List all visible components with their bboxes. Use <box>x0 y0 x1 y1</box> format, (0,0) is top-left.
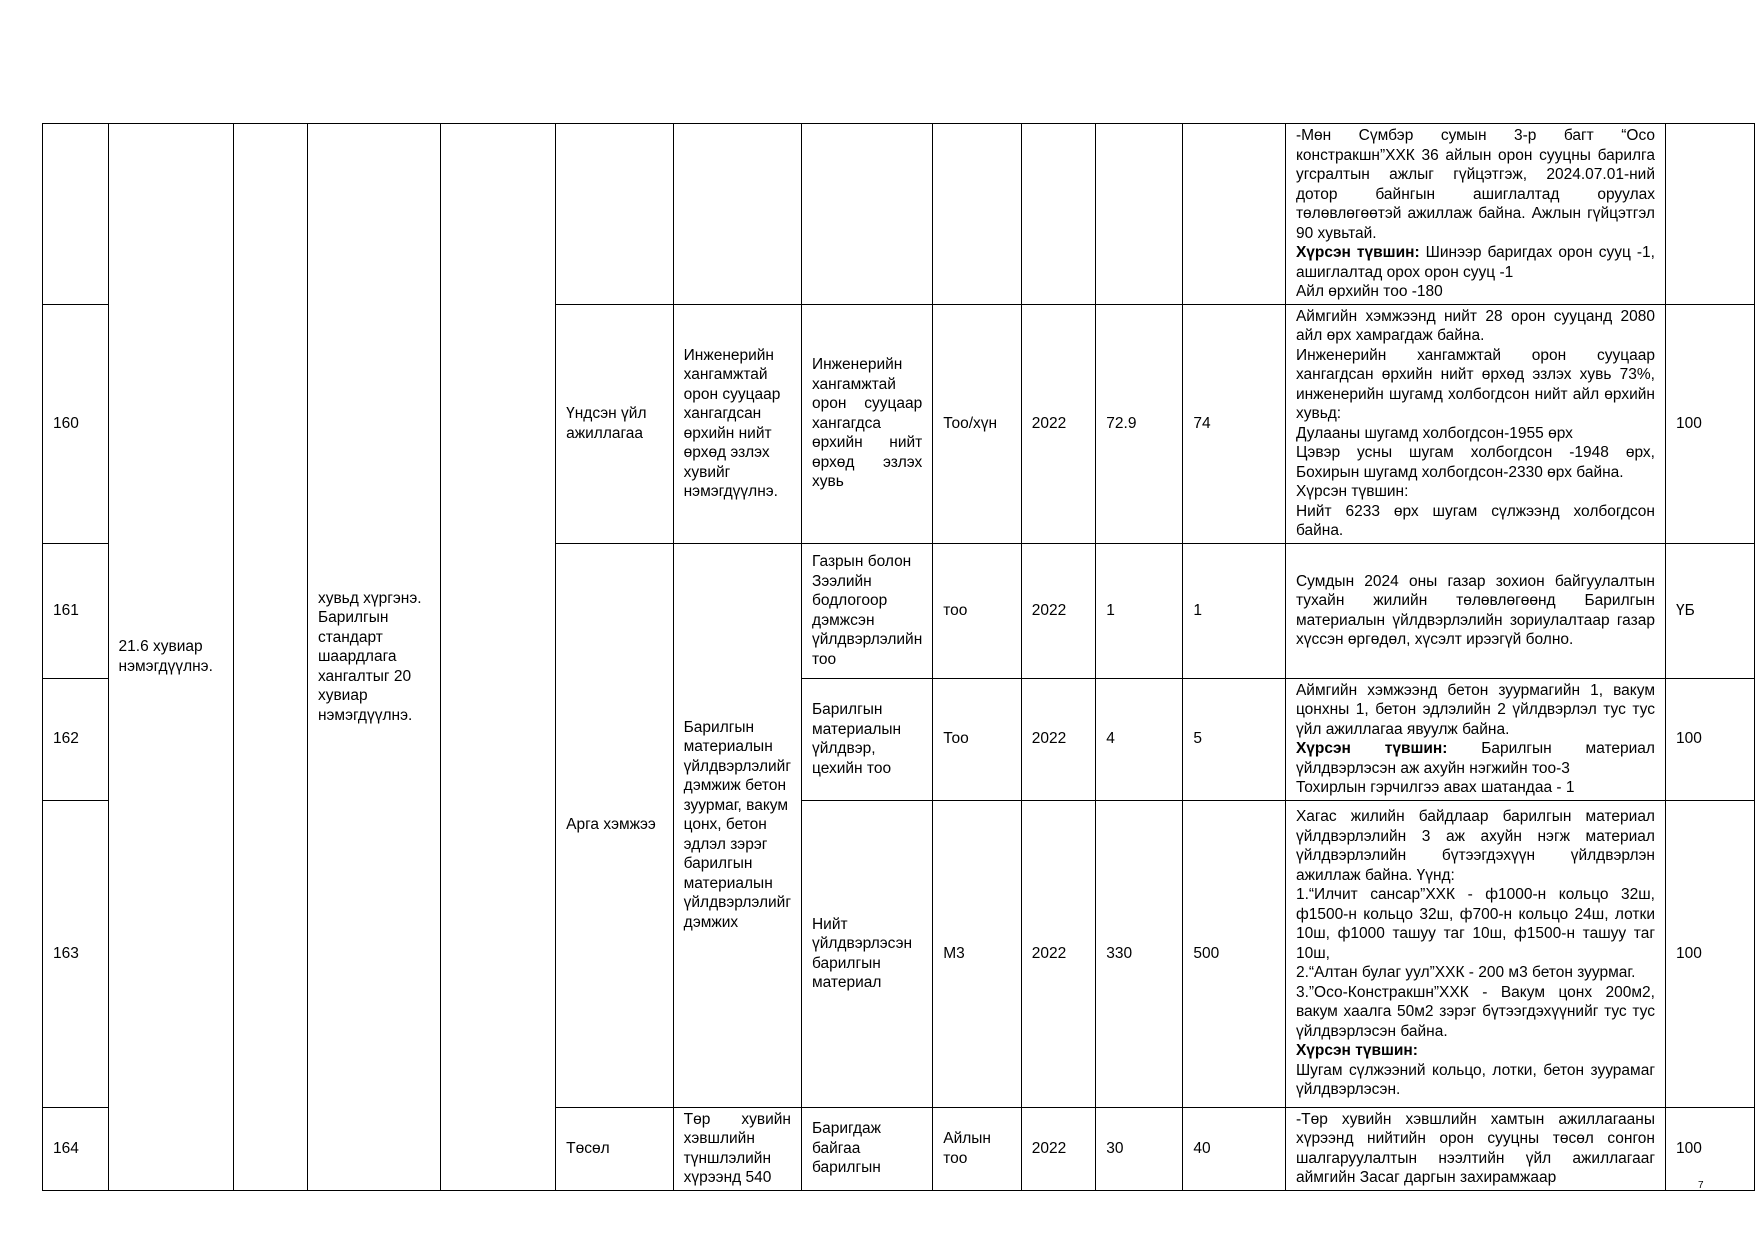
activity-type: Үндсэн үйл ажиллагаа <box>556 304 674 543</box>
report-table <box>42 123 1755 1191</box>
indicator-text: Барилгын материалын үйлдвэр, цехийн тоо <box>801 678 932 800</box>
target-description-cell: хувьд хүргэнэ. Барилгын стандарт шаардлага хангалтыг 20 хувиар нэмэгдүүлнэ. <box>307 124 440 1191</box>
unit: Тоо <box>933 678 1022 800</box>
indicator-cell <box>801 124 932 305</box>
base-year: 2022 <box>1021 1107 1096 1190</box>
performance-paragraph: Дулааны шугамд холбогдсон-1955 өрх <box>1295 424 1573 442</box>
performance-paragraph: Нийт 6233 өрх шугам сүлжээнд холбогдсон байна. <box>1295 502 1655 539</box>
achieved-text: Барилгын материал үйлдвэрлэсэн аж ахуйн нэгжийн тоо-3 <box>1295 740 1655 777</box>
performance-extra: Шугам сүлжээний кольцо, лотки, бетон зуурамаг үйлдвэрлэсэн. <box>1295 1061 1655 1099</box>
target-value: 500 <box>1183 800 1286 1107</box>
performance-paragraph: 2.“Алтан булаг уул”ХХК - 200 м3 бетон зуурмаг. <box>1295 964 1636 982</box>
action-cell <box>673 124 801 305</box>
indicator-text: Инженерийн хангамжтай орон сууцаар хангагдса өрхийн нийт өрхөд эзлэх хувь <box>801 304 932 543</box>
performance-extra: Айл өрхийн тоо -180 <box>1295 283 1443 300</box>
performance-paragraph: -Мөн Сүмбэр сумын 3-р багт “Осо констракшн”ХХК 36 айлын орон сууцны барилга угсралтын ажлыг гүйцэтгэж, 2024.07.01-ний дотор байнгын ашиглалтад оруулах төлөвлөгөөтэй ажиллаж байна. Ажлын гүйцэтгэл 90 хувьтай. <box>1295 127 1655 242</box>
base-year: 2022 <box>1021 304 1096 543</box>
unit-cell <box>933 124 1022 305</box>
achieved-text: Шинээр баригдах орон сууц -1, ашиглалтад орох орон сууц -1 <box>1295 244 1655 281</box>
activity-type: Арга хэмжээ <box>556 543 674 1107</box>
blank-column-cell <box>234 124 308 1191</box>
score: ҮБ <box>1665 543 1754 678</box>
base-value: 1 <box>1096 543 1183 678</box>
row-number: 164 <box>43 1107 109 1190</box>
action-text: Төр хувийн хэвшлийн түншлэлийн хүрээнд 540 <box>673 1107 801 1190</box>
score: 100 <box>1665 678 1754 800</box>
page-number: 7 <box>1698 1180 1704 1191</box>
performance-paragraph: Аймгийн хэмжээнд нийт 28 орон сууцанд 2080 айл өрх хамрагдаж байна. <box>1295 307 1655 344</box>
performance-paragraph: 1.“Илчит сансар”ХХК - ф1000-н кольцо 32ш, ф1500-н кольцо 32ш, ф700-н кольцо 24ш, лотки 10ш, ф1000 ташуу таг 10ш, ф1500-н ташуу таг 10ш, <box>1295 886 1655 962</box>
base-year-cell <box>1021 124 1096 305</box>
row-number: 163 <box>43 800 109 1107</box>
performance-paragraph: Хүрсэн түвшин: <box>1295 483 1409 500</box>
target-value: 74 <box>1183 304 1286 543</box>
row-number: 162 <box>43 678 109 800</box>
base-value: 4 <box>1096 678 1183 800</box>
base-value: 330 <box>1096 800 1183 1107</box>
base-value: 30 <box>1096 1107 1183 1190</box>
achieved-label: Хүрсэн түвшин: <box>1295 740 1448 757</box>
score: 100 <box>1665 1107 1754 1190</box>
action-text: Барилгын материалын үйлдвэрлэлийг дэмжиж бетон зуурмаг, вакум цонх, бетон эдлэл зэрэг барилгын материалын үйлдвэрлэлийг дэмжих <box>673 543 801 1107</box>
performance-paragraph: Цэвэр усны шугам холбогдсон -1948 өрх, Бохирын шугамд холбогдсон-2330 өрх байна. <box>1295 444 1655 481</box>
target-value: 5 <box>1183 678 1286 800</box>
score: 100 <box>1665 800 1754 1107</box>
performance-cell <box>1285 304 1665 543</box>
base-value: 72.9 <box>1096 304 1183 543</box>
performance-paragraph: 3.”Осо-Констракшн”ХХК - Вакум цонх 200м2, вакум хаалга 50м2 зэрэг бүтээгдэхүүнийг тус тус үйлдвэрлэсэн байна. <box>1295 983 1655 1040</box>
table-row-continuation <box>43 124 1755 305</box>
target-cell <box>1183 124 1286 305</box>
objective-cell: 21.6 хувиар нэмэгдүүлнэ. <box>108 124 234 1191</box>
activity-type: Төсөл <box>556 1107 674 1190</box>
activity-type-cell <box>556 124 674 305</box>
performance-cell <box>1285 124 1665 305</box>
performance-extra: Тохирлын гэрчилгээ авах шатандаа - 1 <box>1295 779 1575 796</box>
performance-cell <box>1285 543 1665 678</box>
action-text: Инженерийн хангамжтай орон сууцаар хангагдсан өрхийн нийт өрхөд эзлэх хувийг нэмэгдүүлнэ. <box>673 304 801 543</box>
blank-column-cell <box>440 124 556 1191</box>
unit: Тоо/хүн <box>933 304 1022 543</box>
base-year: 2022 <box>1021 678 1096 800</box>
unit: Айлын тоо <box>933 1107 1022 1190</box>
achieved-label: Хүрсэн түвшин: <box>1295 1042 1418 1060</box>
performance-cell <box>1285 678 1665 800</box>
row-number: 160 <box>43 304 109 543</box>
score: 100 <box>1665 304 1754 543</box>
base-value-cell <box>1096 124 1183 305</box>
target-value: 1 <box>1183 543 1286 678</box>
performance-paragraph: Сумдын 2024 оны газар зохион байгуулалтын тухайн жилийн төлөвлөгөөнд Барилгын материалын үйлдвэрлэлийн зориулалтаар газар хүссэн өргөдөл, хүсэлт ирээгүй болно. <box>1295 572 1655 648</box>
unit: тоо <box>933 543 1022 678</box>
row-number: 161 <box>43 543 109 678</box>
indicator-text: Баригдаж байгаа барилгын <box>801 1107 932 1190</box>
indicator-text: Газрын болон Зээлийн бодлогоор дэмжсэн үйлдвэрлэлийн тоо <box>801 543 932 678</box>
row-number-cell <box>43 124 109 305</box>
indicator-text: Нийт үйлдвэрлэсэн барилгын материал <box>801 800 932 1107</box>
performance-paragraph: Инженерийн хангамжтай орон сууцаар хангагдсан өрхийн нийт өрхөд эзлэх хувь 73%, инженерийн шугамд холбогдсон нийт айл өрхийн хувьд: <box>1295 346 1655 422</box>
performance-paragraph: -Төр хувийн хэвшлийн хамтын ажиллагааны хүрээнд нийтийн орон сууцны төсөл сонгон шалгаруулалтын нээлтийн үйл ажиллагааг аймгийн Засаг даргын захирамжаар <box>1295 1110 1655 1186</box>
base-year: 2022 <box>1021 543 1096 678</box>
performance-cell <box>1285 1107 1665 1190</box>
target-value: 40 <box>1183 1107 1286 1190</box>
performance-paragraph: Хагас жилийн байдлаар барилгын материал үйлдвэрлэлийн 3 аж ахуйн нэгж материал үйлдвэрлэлийн бүтээгдэхүүн үйлдвэрлэн ажиллаж байна. Үүнд: <box>1295 808 1655 884</box>
unit: М3 <box>933 800 1022 1107</box>
performance-paragraph: Аймгийн хэмжээнд бетон зуурмагийн 1, вакум цонхны 1, бетон эдлэлийн 2 үйлдвэрлэл тус тус үйл ажиллагаа явуулж байна. <box>1295 681 1655 738</box>
score-cell <box>1665 124 1754 305</box>
achieved-label: Хүрсэн түвшин: <box>1295 244 1420 261</box>
performance-cell <box>1285 800 1665 1107</box>
base-year: 2022 <box>1021 800 1096 1107</box>
